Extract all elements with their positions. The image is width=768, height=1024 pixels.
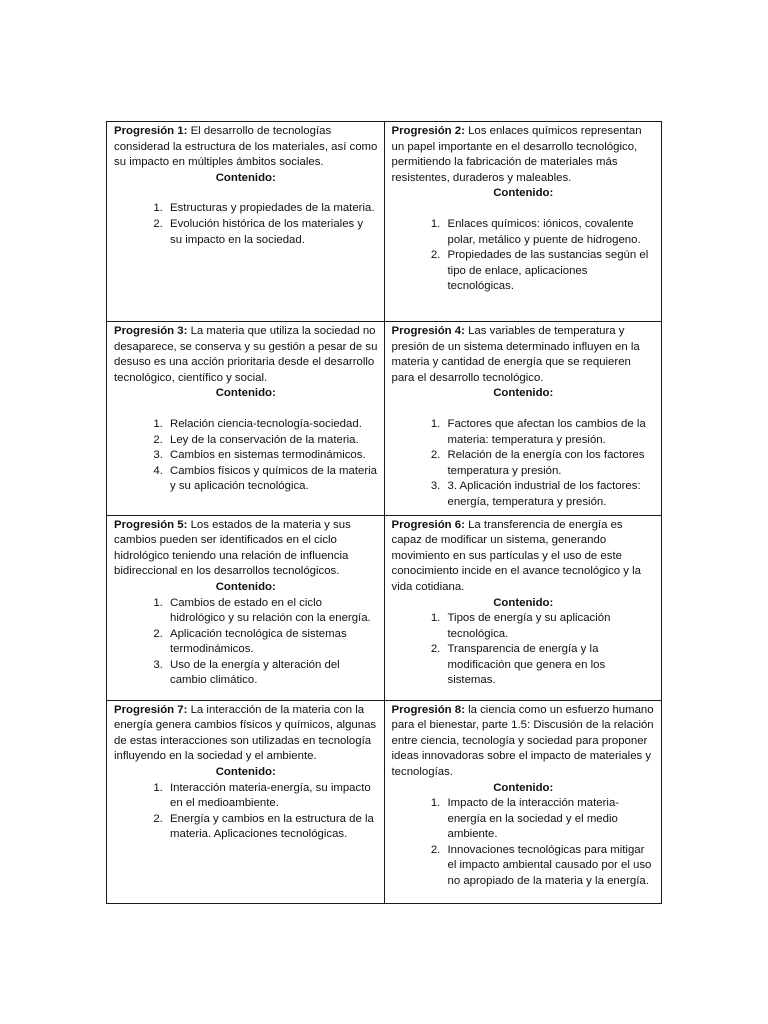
- contenido-list: [392, 611, 656, 689]
- contenido-list: [114, 417, 378, 495]
- list-item: 1. Enlaces químicos: iónicos, covalente polar, metálico y puente de hidrogeno.: [444, 217, 656, 248]
- list-item: 2. Transparencia de energía y la modificación que genera en los sistemas.: [444, 642, 656, 689]
- list-item: 1. Relación ciencia-tecnología-sociedad.: [166, 417, 378, 433]
- list-item: 2. Aplicación tecnológica de sistemas termodinámicos.: [166, 627, 378, 658]
- list-item: 2. Propiedades de las sustancias según el tipo de enlace, aplicaciones tecnológicas.: [444, 248, 656, 295]
- list-item: 1. Impacto de la interacción materia-energía en la sociedad y el medio ambiente.: [444, 796, 656, 843]
- progression-label: Progresión 2:: [391, 125, 465, 137]
- progression-description: la ciencia como un esfuerzo humano para el bienestar, parte 1.5: Discusión de la relación entre ciencia, tecnología y sociedad para proponer ideas innovadoras sobre el impacto de materiales y tecnologías.: [391, 703, 654, 778]
- list-item: 2. Ley de la conservación de la materia.: [166, 433, 378, 449]
- progression-cell-1: [107, 122, 385, 322]
- progression-description: La materia que utiliza la sociedad no desaparece, se conserva y su gestión a pesar de su desuso es una acción prioritaria desde el desarrollo tecnológico, científico y social.: [114, 325, 378, 384]
- contenido-heading: Contenido:: [493, 387, 554, 400]
- progression-description: Los enlaces químicos representan un papel importante en el desarrollo tecnológico, permitiendo la fabricación de materiales más resistentes, duraderos y maleables.: [391, 125, 642, 184]
- list-item: 3. 3. Aplicación industrial de los factores: energía, temperatura y presión.: [444, 479, 656, 510]
- list-item: 2. Energía y cambios en la estructura de la materia. Aplicaciones tecnológicas.: [166, 812, 378, 843]
- contenido-list: [392, 217, 656, 295]
- progression-label: Progresión 4:: [391, 325, 465, 337]
- table-row: [107, 700, 662, 903]
- list-item: 4. Cambios físicos y químicos de la materia y su aplicación tecnológica.: [166, 464, 378, 495]
- list-item: 3. Cambios en sistemas termodinámicos.: [166, 448, 378, 464]
- list-item: 1. Estructuras y propiedades de la materia.: [166, 201, 378, 217]
- contenido-heading: Contenido:: [215, 387, 276, 400]
- contenido-heading: Contenido:: [215, 580, 276, 593]
- progression-cell-2: [384, 122, 662, 322]
- progression-label: Progresión 5:: [114, 518, 188, 531]
- progression-cell-5: [107, 515, 385, 700]
- contenido-heading: Contenido:: [493, 596, 554, 609]
- progression-cell-3: [107, 322, 385, 516]
- progression-description: Las variables de temperatura y presión de un sistema determinado influyen en la materia y cantidad de energía que se requieren para el desarrollo tecnológico.: [391, 325, 640, 384]
- contenido-list: [114, 201, 378, 248]
- progressions-table: [106, 121, 662, 904]
- list-item: 2. Evolución histórica de los materiales y su impacto en la sociedad.: [166, 217, 378, 248]
- contenido-heading: Contenido:: [215, 171, 276, 184]
- contenido-list: [114, 596, 378, 690]
- list-item: 2. Relación de la energía con los factores temperatura y presión.: [444, 448, 656, 479]
- progression-cell-4: [384, 322, 662, 516]
- progression-description: Los estados de la materia y sus cambios pueden ser identificados en el ciclo hidrológico teniendo una relación de influencia bidireccional en los desarrollos tecnológicos.: [114, 518, 351, 578]
- progression-description: La transferencia de energía es capaz de modificar un sistema, generando movimiento en sus partículas y el uso de este conocimiento incide en el avance tecnológico y la vida cotidiana.: [391, 518, 641, 593]
- progression-label: Progresión 7:: [114, 703, 188, 716]
- progression-label: Progresión 8:: [391, 703, 465, 716]
- contenido-heading: Contenido:: [215, 765, 276, 778]
- list-item: 1. Factores que afectan los cambios de la materia: temperatura y presión.: [444, 417, 656, 448]
- contenido-list: [392, 417, 656, 511]
- table-row: [107, 122, 662, 322]
- list-item: 1. Cambios de estado en el ciclo hidrológico y su relación con la energía.: [166, 596, 378, 627]
- progression-label: Progresión 1:: [114, 125, 188, 137]
- contenido-heading: Contenido:: [493, 781, 554, 794]
- list-item: 3. Uso de la energía y alteración del cambio climático.: [166, 658, 378, 689]
- progression-label: Progresión 6:: [391, 518, 465, 531]
- list-item: 1. Interacción materia-energía, su impacto en el medioambiente.: [166, 781, 378, 812]
- progression-label: Progresión 3:: [114, 325, 188, 337]
- table-row: [107, 322, 662, 516]
- contenido-list: [392, 796, 656, 890]
- progression-cell-6: [384, 515, 662, 700]
- progression-description: La interacción de la materia con la energía genera cambios físicos y químicos, algunas de estas interacciones son utilizadas en tecnología influyendo en la sociedad y el ambiente.: [114, 703, 377, 763]
- contenido-heading: Contenido:: [493, 187, 554, 200]
- table-row: [107, 515, 662, 700]
- progression-description: El desarrollo de tecnologías considerad la estructura de los materiales, así como su impacto en múltiples ámbitos sociales.: [114, 125, 378, 169]
- contenido-list: [114, 781, 378, 843]
- progression-cell-8: [384, 700, 662, 903]
- list-item: 1. Tipos de energía y su aplicación tecnológica.: [444, 611, 656, 642]
- progression-cell-7: [107, 700, 385, 903]
- list-item: 2. Innovaciones tecnológicas para mitigar el impacto ambiental causado por el uso no apropiado de la materia y la energía.: [444, 843, 656, 890]
